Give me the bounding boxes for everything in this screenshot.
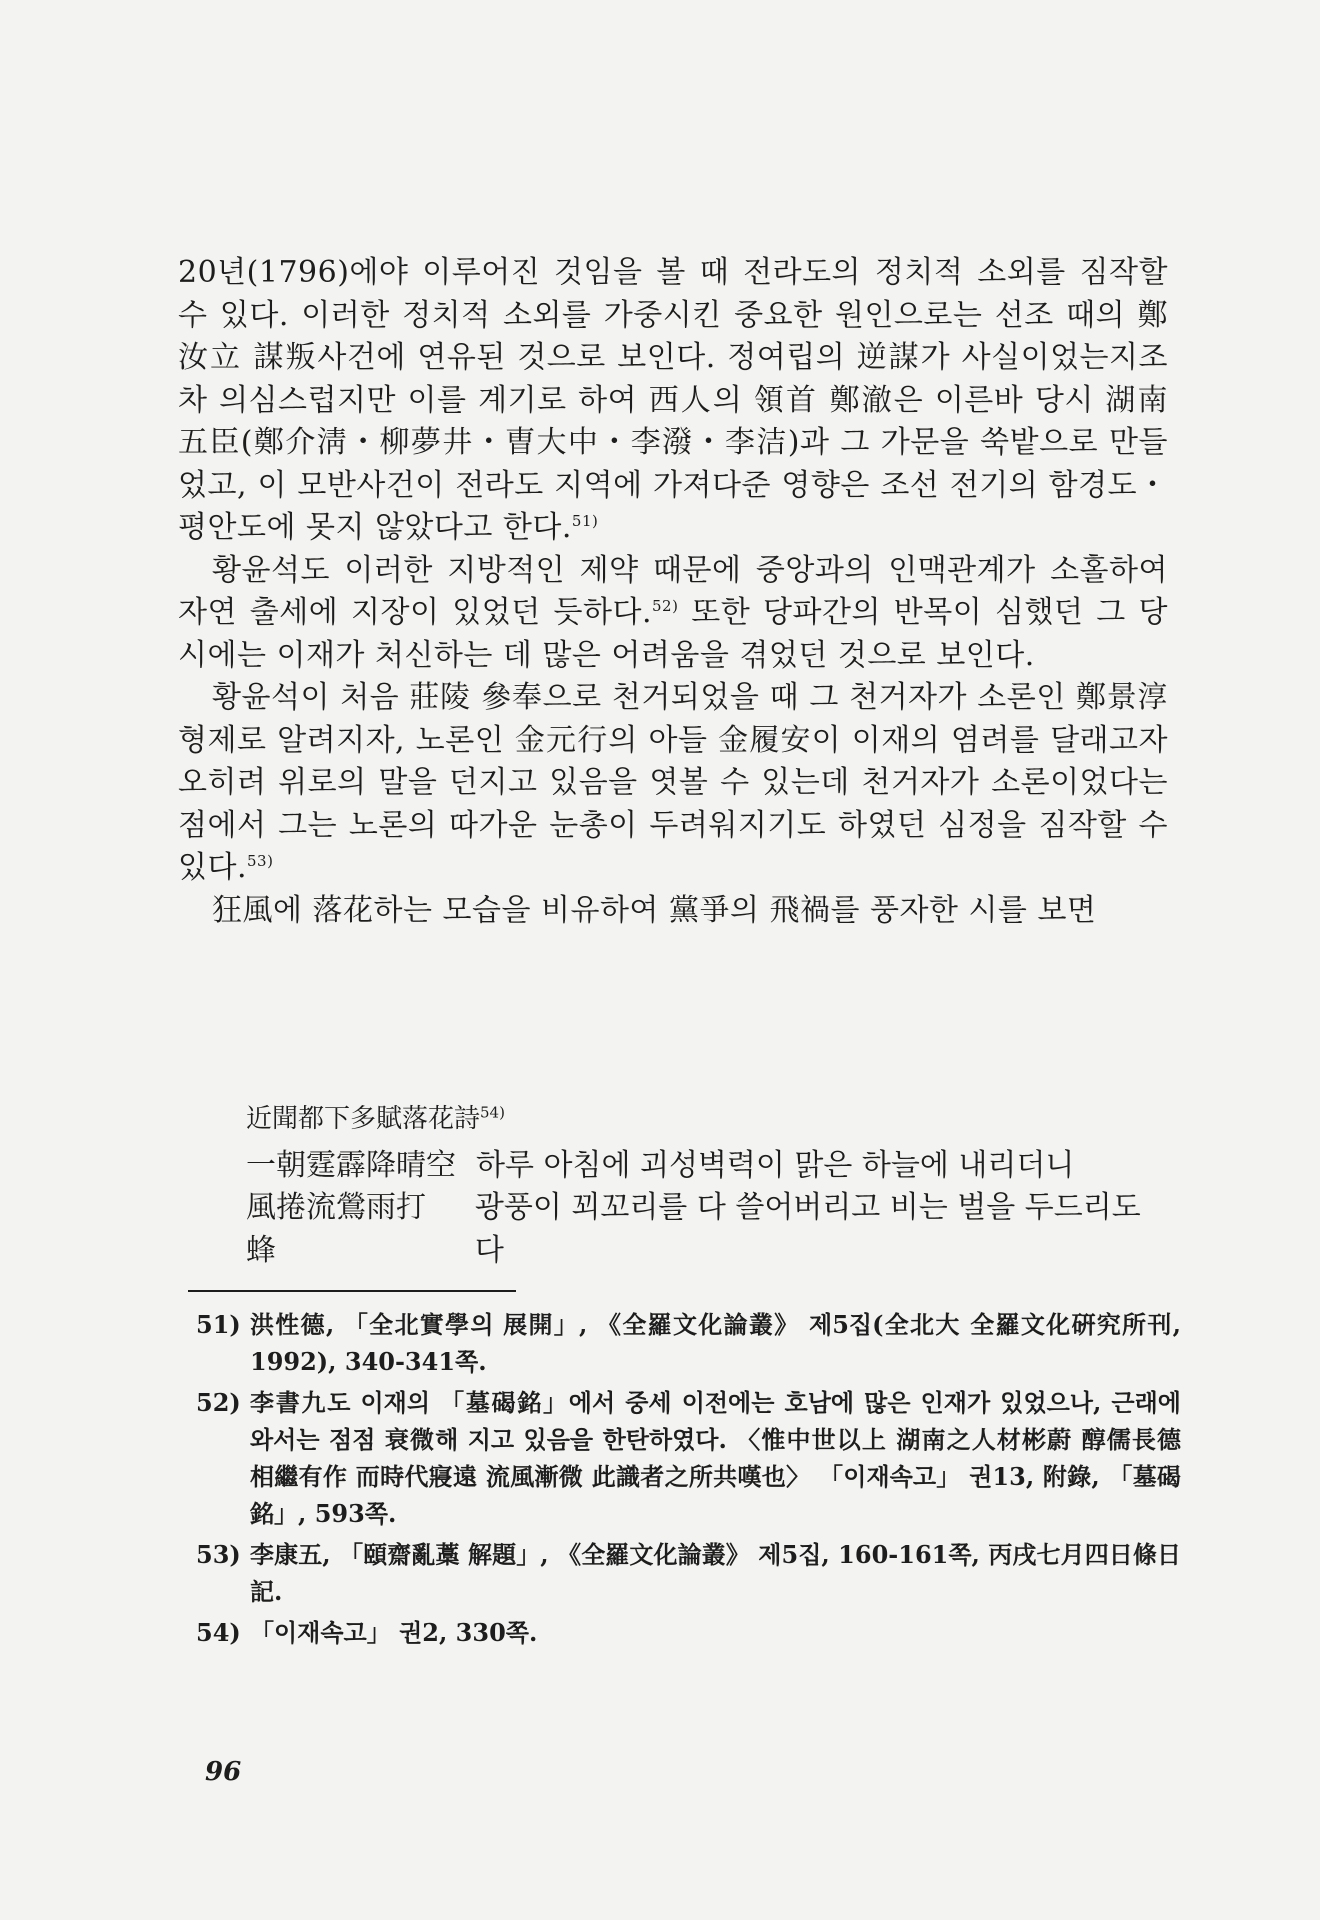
- paragraph-3: [178, 677, 1168, 890]
- poem-original: 風捲流鶯雨打蜂: [246, 1190, 426, 1268]
- paragraph-text-continued: 또한 당파간의 반목이 심했던 그 당시에는 이재가 처신하는 데 많은 어려움을 겪었던 것으로 보인다.: [178, 595, 1168, 673]
- footnote-ref: 51): [571, 512, 599, 530]
- footnote-ref: 54): [480, 1103, 505, 1122]
- footnote-number: 51): [196, 1310, 241, 1339]
- page-number: 96: [205, 1757, 242, 1787]
- footnote-text: 「이재속고」 권2, 330쪽.: [250, 1618, 538, 1647]
- paragraph-4: [178, 890, 1168, 933]
- footnote: [196, 1306, 1181, 1380]
- footnote-ref: 52): [651, 597, 679, 615]
- footnotes: [196, 1306, 1181, 1655]
- paragraph-text: 狂風에 落花하는 모습을 비유하여 黨爭의 飛禍를 풍자한 시를 보면: [212, 892, 1097, 928]
- footnote-text: 李書九도 이재의 「墓碣銘」에서 중세 이전에는 호남에 많은 인재가 있었으나, 근래에 와서는 점점 衰微해 지고 있음을 한탄하였다. 〈惟中世以上 湖南之人材彬蔚 醇儒長德 相繼有作 而時代寢遠 流風漸微 此識者之所共嘆也〉 「이재속고」 권13, 附錄, 「墓碣銘」, 593쪽.: [250, 1388, 1182, 1528]
- poem-line: [246, 1145, 1166, 1188]
- paragraph-text: 20년(1796)에야 이루어진 것임을 볼 때 전라도의 정치적 소외를 짐작할 수 있다. 이러한 정치적 소외를 가중시킨 중요한 원인으로는 선조 때의 鄭汝立 謀叛사건에 연유된 것으로 보인다. 정여립의 逆謀가 사실이었는지조차 의심스럽지만 이를 계기로 하여 西人의 領首 鄭澈은 이른바 당시 湖南五臣(鄭介淸・柳夢井・曺大中・李潑・李洁)과 그 가문을 쑥밭으로 만들었고, 이 모반사건이 전라도 지역에 가져다준 영향은 조선 전기의 함경도・평안도에 못지 않았다고 한다.: [178, 255, 1168, 545]
- footnote: [196, 1536, 1181, 1610]
- poem-translation: 하루 아침에 괴성벽력이 맑은 하늘에 내리더니: [476, 1147, 1075, 1183]
- paragraph-1: [178, 252, 1168, 550]
- poem-block: [246, 1098, 1166, 1272]
- poem-title: [246, 1098, 1166, 1141]
- paragraph-text: 황윤석이 처음 莊陵 參奉으로 천거되었을 때 그 천거자가 소론인 鄭景淳 형제로 알려지자, 노론인 金元行의 아들 金履安이 이재의 염려를 달래고자 오히려 위로의 말을 던지고 있음을 엿볼 수 있는데 천거자가 소론이었다는 점에서 그는 노론의 따가운 눈총이 두려워지기도 하였던 심정을 짐작할 수 있다.: [178, 680, 1168, 885]
- footnote-text: 李康五, 「頤齋亂藁 解題」, 《全羅文化論叢》 제5집, 160-161쪽, 丙戌七月四日條日記.: [250, 1540, 1181, 1606]
- poem-title-text: 近聞都下多賦落花詩: [246, 1104, 481, 1134]
- footnote-number: 52): [196, 1388, 241, 1417]
- footnote-ref: 53): [247, 852, 274, 870]
- footnote: [196, 1614, 1181, 1651]
- footnote-divider: [188, 1290, 516, 1292]
- footnote-text: 洪性德, 「全北實學의 展開」, 《全羅文化論叢》 제5집(全北大 全羅文化硏究所刊, 1992), 340-341쪽.: [250, 1310, 1181, 1376]
- footnote-number: 54): [196, 1618, 241, 1647]
- paragraph-2: [178, 550, 1168, 678]
- poem-line: [246, 1187, 1166, 1272]
- poem-translation: 광풍이 꾀꼬리를 다 쓸어버리고 비는 벌을 두드리도다: [474, 1190, 1141, 1268]
- footnote: [196, 1384, 1181, 1532]
- main-text: [178, 252, 1168, 932]
- poem-original: 一朝霆霹降晴空: [246, 1147, 456, 1183]
- paragraph-text: 황윤석도 이러한 지방적인 제약 때문에 중앙과의 인맥관계가 소홀하여 자연 출세에 지장이 있었던 듯하다.: [178, 552, 1168, 630]
- footnote-number: 53): [196, 1540, 241, 1569]
